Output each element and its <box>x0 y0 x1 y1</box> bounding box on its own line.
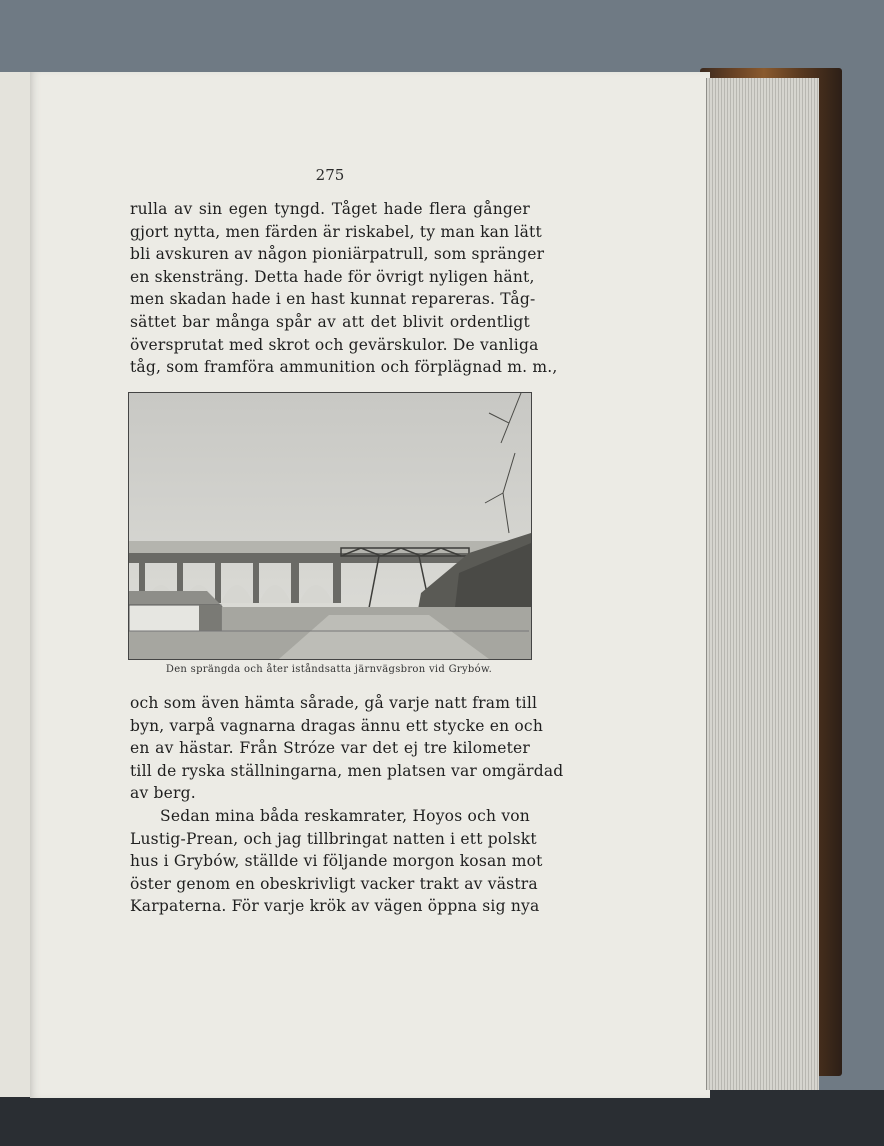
text-line: öster genom en obeskrivligt vacker trakt av västra <box>130 874 538 893</box>
text-line: Sedan mina båda reskamrater, Hoyos och von <box>160 806 530 825</box>
text-line: en av hästar. Från Stróze var det ej tre kilometer <box>130 739 530 758</box>
text-line: byn, varpå vagnarna dragas ännu ett stycke en och <box>130 716 543 735</box>
bridge-photo-illustration <box>129 393 531 659</box>
page-number: 275 <box>315 166 345 184</box>
bridge-photograph <box>128 392 532 660</box>
text-line: av berg. <box>130 784 196 803</box>
figure-caption: Den sprängda och åter iståndsatta järnvägsbron vid Grybów. <box>165 664 493 675</box>
text-line: men skadan hade i en hast kunnat repareras. Tåg- <box>130 290 536 309</box>
table-surface <box>0 1090 884 1146</box>
text-line: till de ryska ställningarna, men platsen var omgärdad <box>130 761 564 780</box>
text-line: gjort nytta, men färden är riskabel, ty man kan lätt <box>130 222 542 241</box>
text-line: hus i Grybów, ställde vi följande morgon kosan mot <box>130 852 543 871</box>
text-line: översprutat med skrot och gevärskulor. De vanliga <box>130 335 539 354</box>
paragraph-bottom <box>130 692 564 918</box>
text-line: tåg, som framföra ammunition och förplägnad m. m., <box>130 358 558 377</box>
text-line: och som även hämta sårade, gå varje natt fram till <box>130 694 538 712</box>
text-line: rulla av sin egen tyngd. Tåget hade flera gånger <box>130 200 530 218</box>
text-line: bli avskuren av någon pioniärpatrull, som spränger <box>130 245 545 264</box>
paragraph-top <box>130 198 558 379</box>
text-line: en skensträng. Detta hade för övrigt nyligen hänt, <box>130 267 535 286</box>
text-line: Karpaterna. För varje krök av vägen öppna sig nya <box>130 897 540 916</box>
page-edges <box>706 78 819 1090</box>
text-line: sättet bar många spår av att det blivit ordentligt <box>130 312 530 331</box>
text-line: Lustig-Prean, och jag tillbringat natten i ett polskt <box>130 829 537 848</box>
